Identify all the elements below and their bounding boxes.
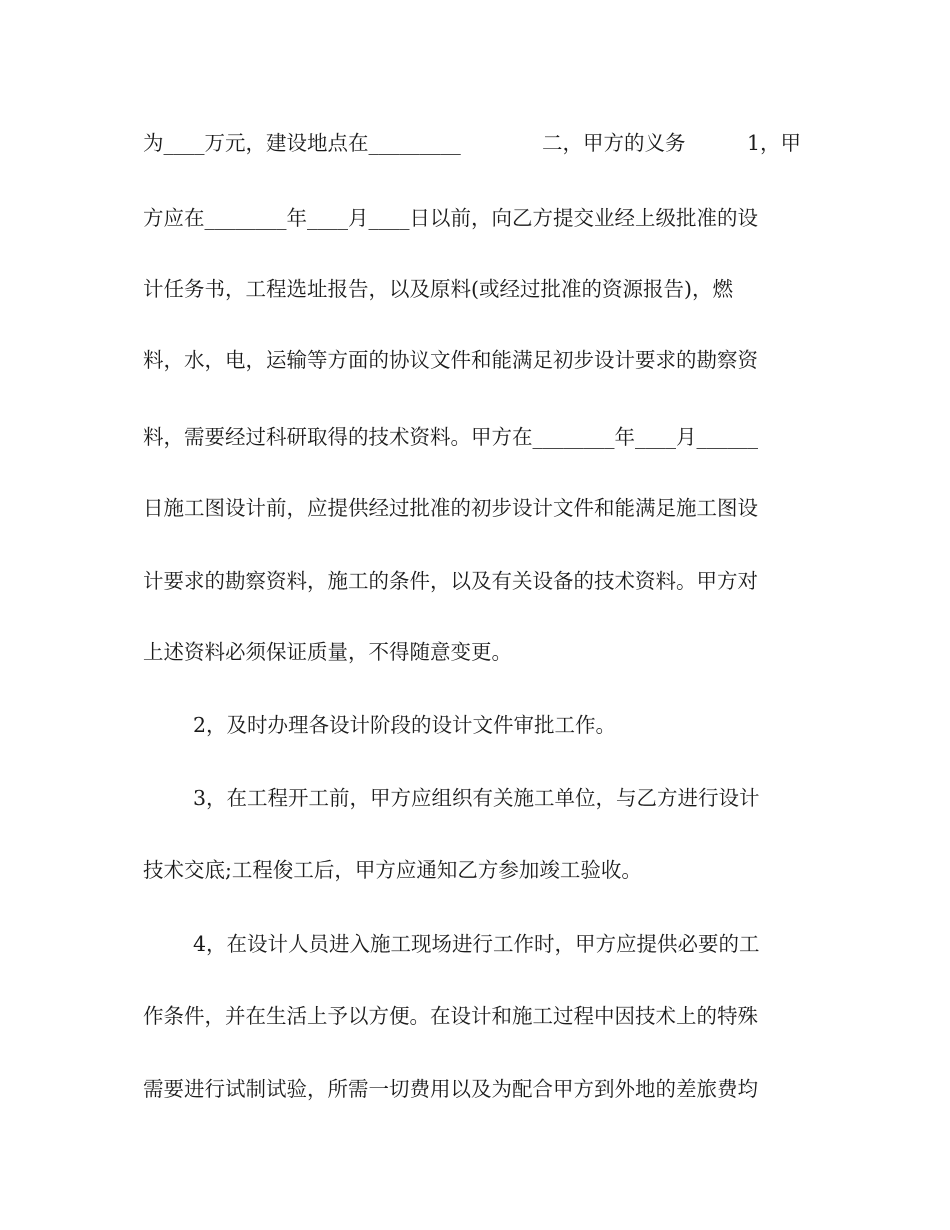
text-line-1-part-b: 二，甲方的义务	[542, 131, 686, 155]
text-line-14: 需要进行试制试验，所需一切费用以及为配合甲方到外地的差旅费均	[143, 1077, 758, 1101]
text-line-8: 上述资料必须保证质量，不得随意变更。	[143, 640, 512, 664]
text-line-5: 料，需要经过科研取得的技术资料。甲方在________年____月______	[143, 425, 758, 449]
text-line-11: 技术交底;工程俊工后，甲方应通知乙方参加竣工验收。	[143, 858, 642, 882]
text-line-7: 计要求的勘察资料，施工的条件，以及有关设备的技术资料。甲方对	[143, 569, 758, 593]
text-line-12: 4，在设计人员进入施工现场进行工作时，甲方应提供必要的工	[193, 932, 760, 956]
text-line-2: 方应在________年____月____日以前，向乙方提交业经上级批准的设	[143, 206, 758, 230]
text-line-3: 计任务书，工程选址报告，以及原料(或经过批准的资源报告)，燃	[143, 277, 733, 301]
text-line-9: 2，及时办理各设计阶段的设计文件审批工作。	[193, 713, 617, 737]
text-line-1	[143, 127, 807, 159]
text-line-1-part-a: 为____万元，建设地点在_________	[143, 131, 461, 155]
text-line-6: 日施工图设计前，应提供经过批准的初步设计文件和能满足施工图设	[143, 496, 758, 520]
text-line-10: 3，在工程开工前，甲方应组织有关施工单位，与乙方进行设计	[193, 786, 760, 810]
text-line-13: 作条件，并在生活上予以方便。在设计和施工过程中因技术上的特殊	[143, 1004, 758, 1028]
text-line-1-part-c: 1，甲	[747, 131, 802, 155]
text-line-4: 料，水，电，运输等方面的协议文件和能满足初步设计要求的勘察资	[143, 348, 758, 372]
